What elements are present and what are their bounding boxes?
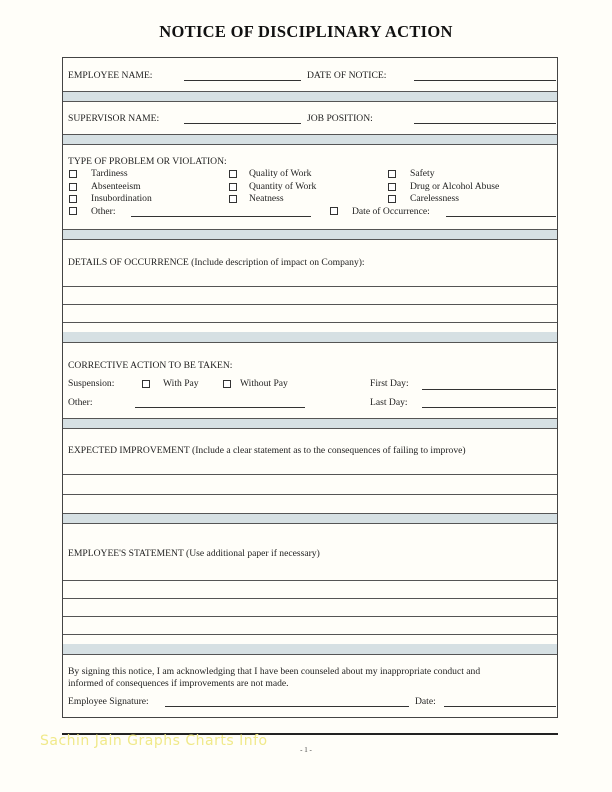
other-label: Other: xyxy=(91,206,116,217)
corrective-heading: CORRECTIVE ACTION TO BE TAKEN: xyxy=(68,360,233,371)
quantity-of-work-checkbox[interactable] xyxy=(229,183,237,191)
date-of-occurrence-label: Date of Occurrence: xyxy=(352,206,430,217)
other-action-label: Other: xyxy=(68,397,93,408)
drug-alcohol-checkbox[interactable] xyxy=(388,183,396,191)
section-band xyxy=(63,230,557,239)
watermark: Sachin Jain Graphs Charts Info xyxy=(40,733,268,749)
statement-heading: EMPLOYEE'S STATEMENT (Use additional paper if necessary) xyxy=(68,548,320,559)
job-position-field[interactable] xyxy=(414,123,556,124)
details-heading: DETAILS OF OCCURRENCE (Include description of impact on Company): xyxy=(68,257,365,268)
job-position-label: JOB POSITION: xyxy=(307,113,373,124)
divider xyxy=(63,101,557,102)
carelessness-label: Carelessness xyxy=(410,193,460,204)
without-pay-checkbox[interactable] xyxy=(223,380,231,388)
improvement-heading: EXPECTED IMPROVEMENT (Include a clear statement as to the consequences of failing to improve) xyxy=(68,445,466,456)
section-band xyxy=(63,135,557,144)
date-of-occurrence-checkbox[interactable] xyxy=(330,207,338,215)
employee-signature-field[interactable] xyxy=(165,706,409,707)
quantity-of-work-label: Quantity of Work xyxy=(249,181,317,192)
supervisor-name-label: SUPERVISOR NAME: xyxy=(68,113,160,124)
quality-of-work-label: Quality of Work xyxy=(249,168,312,179)
insubordination-checkbox[interactable] xyxy=(69,195,77,203)
statement-line[interactable] xyxy=(63,580,557,581)
divider xyxy=(63,523,557,524)
details-line[interactable] xyxy=(63,286,557,287)
section-band xyxy=(63,419,557,428)
details-line[interactable] xyxy=(63,322,557,323)
first-day-field[interactable] xyxy=(422,389,556,390)
page-title: NOTICE OF DISCIPLINARY ACTION xyxy=(159,22,453,41)
with-pay-label: With Pay xyxy=(163,378,199,389)
employee-name-label: EMPLOYEE NAME: xyxy=(68,70,153,81)
suspension-label: Suspension: xyxy=(68,378,115,389)
other-checkbox[interactable] xyxy=(69,207,77,215)
first-day-label: First Day: xyxy=(370,378,409,389)
neatness-checkbox[interactable] xyxy=(229,195,237,203)
date-of-notice-field[interactable] xyxy=(414,80,556,81)
details-line[interactable] xyxy=(63,304,557,305)
tardiness-checkbox[interactable] xyxy=(69,170,77,178)
improvement-line[interactable] xyxy=(63,474,557,475)
quality-of-work-checkbox[interactable] xyxy=(229,170,237,178)
safety-label: Safety xyxy=(410,168,435,179)
statement-line[interactable] xyxy=(63,598,557,599)
divider xyxy=(63,428,557,429)
other-field[interactable] xyxy=(131,216,311,217)
divider xyxy=(63,654,557,655)
other-action-field[interactable] xyxy=(135,407,305,408)
last-day-label: Last Day: xyxy=(370,397,408,408)
drug-alcohol-label: Drug or Alcohol Abuse xyxy=(410,181,500,192)
employee-signature-label: Employee Signature: xyxy=(68,696,149,707)
divider xyxy=(63,144,557,145)
without-pay-label: Without Pay xyxy=(240,378,288,389)
absenteeism-label: Absenteeism xyxy=(91,181,141,192)
acknowledgement-line-2: informed of consequences if improvements are not made. xyxy=(68,678,289,689)
statement-line[interactable] xyxy=(63,634,557,635)
date-of-occurrence-field[interactable] xyxy=(446,216,556,217)
date-of-notice-label: DATE OF NOTICE: xyxy=(307,70,387,81)
disciplinary-form xyxy=(62,57,558,718)
neatness-label: Neatness xyxy=(249,193,284,204)
employee-name-field[interactable] xyxy=(184,80,301,81)
statement-line[interactable] xyxy=(63,616,557,617)
section-band xyxy=(63,514,557,523)
acknowledgement-line-1: By signing this notice, I am acknowledging that I have been counseled about my inappropriate conduct and xyxy=(68,666,481,677)
signature-date-field[interactable] xyxy=(444,706,556,707)
signature-date-label: Date: xyxy=(415,696,436,707)
improvement-line[interactable] xyxy=(63,494,557,495)
with-pay-checkbox[interactable] xyxy=(142,380,150,388)
section-band xyxy=(63,332,557,342)
tardiness-label: Tardiness xyxy=(91,168,128,179)
insubordination-label: Insubordination xyxy=(91,193,152,204)
absenteeism-checkbox[interactable] xyxy=(69,183,77,191)
page-number: - 1 - xyxy=(300,746,312,754)
supervisor-name-field[interactable] xyxy=(184,123,301,124)
section-band xyxy=(63,644,557,654)
divider xyxy=(63,239,557,240)
safety-checkbox[interactable] xyxy=(388,170,396,178)
divider xyxy=(63,342,557,343)
carelessness-checkbox[interactable] xyxy=(388,195,396,203)
section-band xyxy=(63,92,557,101)
problem-heading: TYPE OF PROBLEM OR VIOLATION: xyxy=(68,156,227,167)
last-day-field[interactable] xyxy=(422,407,556,408)
